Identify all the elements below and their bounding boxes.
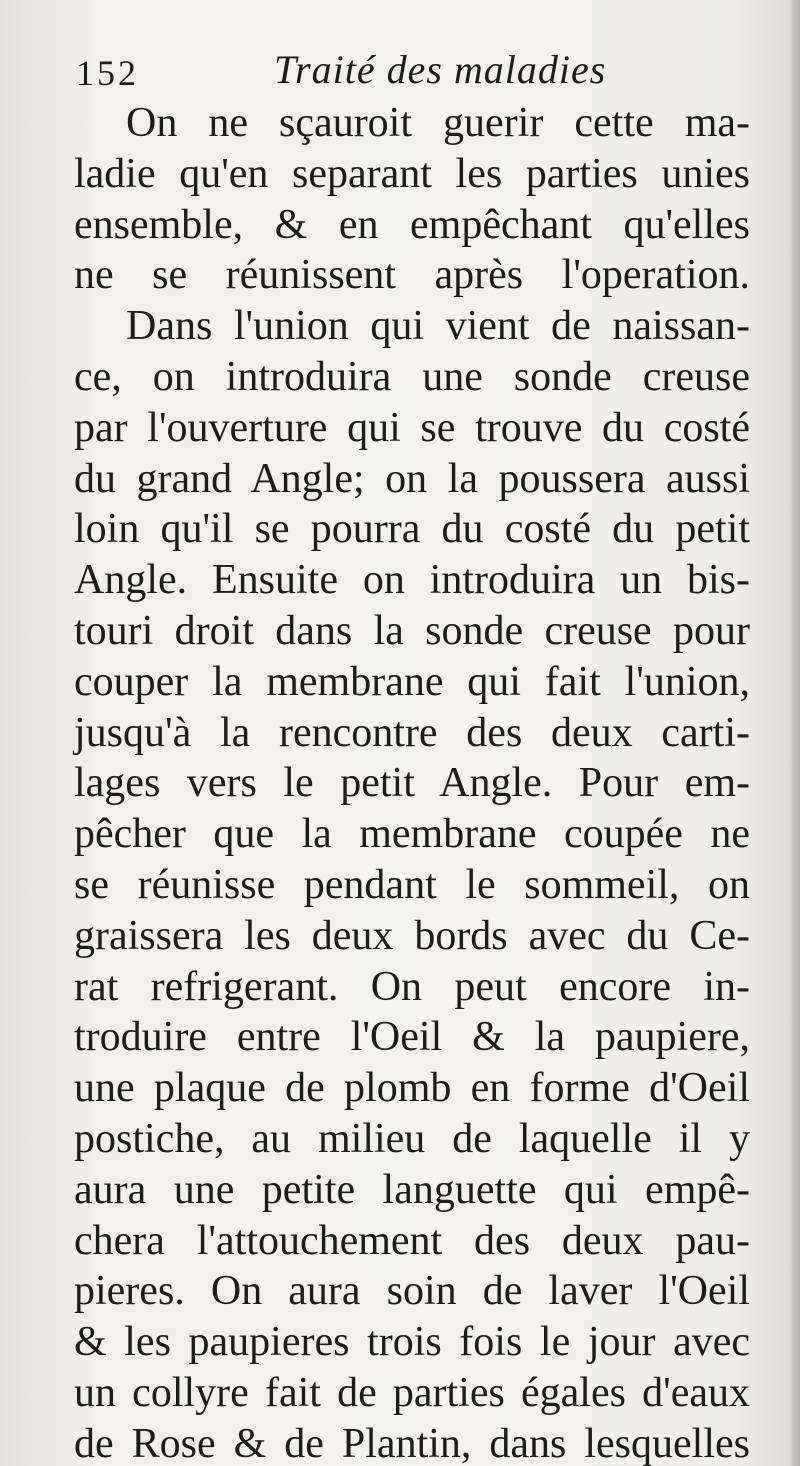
- text-line: de Rose & de Plantin, dans lesquelles: [74, 1420, 750, 1466]
- text-line: couper la membrane qui fait l'union,: [74, 658, 750, 705]
- text-line: Angle. Ensuite on introduira un bis-: [74, 557, 750, 604]
- text-line: se réunisse pendant le sommeil, on: [74, 861, 750, 908]
- text-line: On ne sçauroit guerir cette ma-: [126, 100, 750, 146]
- text-line: jusqu'à la rencontre des deux carti-: [74, 709, 750, 756]
- page-number: 152: [76, 53, 139, 93]
- body-text: [74, 98, 750, 1466]
- text-line: ladie qu'en separant les parties unies: [74, 150, 750, 197]
- text-line: troduire entre l'Oeil & la paupiere,: [74, 1014, 750, 1061]
- text-line: touri droit dans la sonde creuse pour: [74, 607, 750, 654]
- text-line: une plaque de plomb en forme d'Oeil: [74, 1065, 750, 1112]
- text-line: Dans l'union qui vient de naissan-: [126, 303, 750, 350]
- running-head: Traité des maladies: [274, 47, 607, 92]
- text-line: loin qu'il se pourra du costé du petit: [74, 506, 750, 553]
- text-line: pieres. On aura soin de laver l'Oeil: [74, 1268, 750, 1315]
- text-line: du grand Angle; on la poussera aussi: [74, 455, 750, 502]
- text-line: ensemble, & en empêchant qu'elles: [74, 201, 750, 248]
- text-line: aura une petite languette qui empê-: [74, 1166, 750, 1213]
- text-line: chera l'attouchement des deux pau-: [74, 1217, 750, 1264]
- text-line: lages vers le petit Angle. Pour em-: [74, 760, 750, 807]
- text-line: graissera les deux bords avec du Ce-: [74, 912, 750, 959]
- text-line: par l'ouverture qui se trouve du costé: [74, 404, 750, 451]
- text-line: postiche, au milieu de laquelle il y: [74, 1115, 750, 1162]
- text-line: ne se réunissent après l'operation.: [74, 252, 750, 299]
- text-line: pêcher que la membrane coupée ne: [74, 811, 750, 858]
- text-line: ce, on introduira une sonde creuse: [74, 353, 750, 400]
- page-edge-shadow: [788, 0, 800, 1466]
- text-line: & les paupieres trois fois le jour avec: [74, 1319, 750, 1366]
- page-header: [76, 46, 756, 102]
- text-line: rat refrigerant. On peut encore in-: [74, 963, 750, 1010]
- text-line: un collyre fait de parties égales d'eaux: [74, 1369, 750, 1416]
